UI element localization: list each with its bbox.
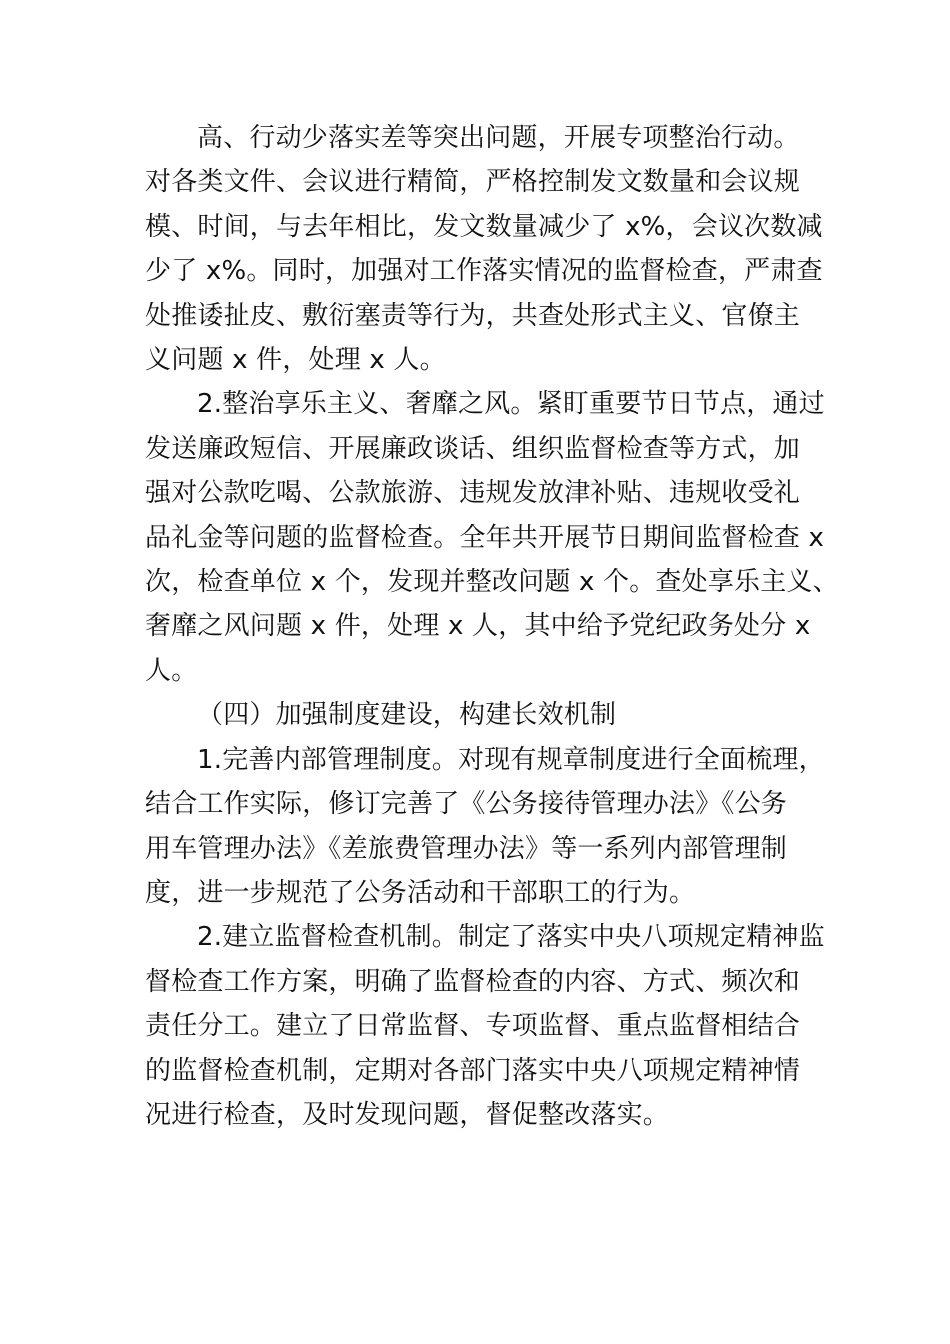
text-line: 次，检查单位 x 个，发现并整改问题 x 个。查处享乐主义、 — [145, 567, 839, 598]
text-line: 强对公款吃喝、公款旅游、违规发放津补贴、违规收受礼 — [145, 478, 801, 509]
text-line: 督检查工作方案，明确了监督检查的内容、方式、频次和 — [145, 966, 801, 997]
text-line: 结合工作实际，修订完善了《公务接待管理办法》《公务 — [145, 789, 788, 820]
text-line: 义问题 x 件，处理 x 人。 — [145, 345, 446, 376]
paragraph-rectification-formalism — [145, 116, 835, 382]
text-line: 2.建立监督检查机制。制定了落实中央八项规定精神监 — [197, 922, 825, 953]
text-line: 奢靡之风问题 x 件，处理 x 人，其中给予党纪政务处分 x — [145, 611, 811, 642]
text-line: 模、时间，与去年相比，发文数量减少了 x%，会议次数减 — [145, 211, 823, 242]
section-heading-institution-building — [145, 693, 835, 737]
text-line: 少了 x%。同时，加强对工作落实情况的监督检查，严肃查 — [145, 256, 823, 287]
text-line: 发送廉政短信、开展廉政谈话、组织监督检查等方式，加 — [145, 433, 801, 464]
text-line: 1.完善内部管理制度。对现有规章制度进行全面梳理， — [197, 744, 825, 775]
text-line: 度，进一步规范了公务活动和干部职工的行为。 — [145, 877, 696, 908]
heading-line: （四）加强制度建设，构建长效机制 — [197, 700, 617, 731]
paragraph-supervision-mechanism — [145, 915, 835, 1137]
text-line: 高、行动少落实差等突出问题，开展专项整治行动。 — [197, 123, 800, 153]
text-line: 对各类文件、会议进行精简，严格控制发文数量和会议规 — [145, 167, 801, 198]
text-line: 况进行检查，及时发现问题，督促整改落实。 — [145, 1099, 670, 1130]
text-line: 用车管理办法》《差旅费管理办法》等一系列内部管理制 — [145, 833, 788, 864]
text-line: 处推诿扯皮、敷衍塞责等行为，共查处形式主义、官僚主 — [145, 300, 801, 331]
text-line: 的监督检查机制，定期对各部门落实中央八项规定精神情 — [145, 1055, 801, 1086]
paragraph-internal-management — [145, 738, 835, 916]
text-line: 品礼金等问题的监督检查。全年共开展节日期间监督检查 x — [145, 522, 825, 553]
paragraph-rectification-hedonism — [145, 382, 839, 693]
text-line: 2.整治享乐主义、奢靡之风。紧盯重要节日节点，通过 — [197, 389, 825, 420]
document-page — [145, 116, 839, 1137]
text-line: 责任分工。建立了日常监督、专项监督、重点监督相结合 — [145, 1011, 801, 1042]
text-line: 人。 — [145, 655, 198, 686]
